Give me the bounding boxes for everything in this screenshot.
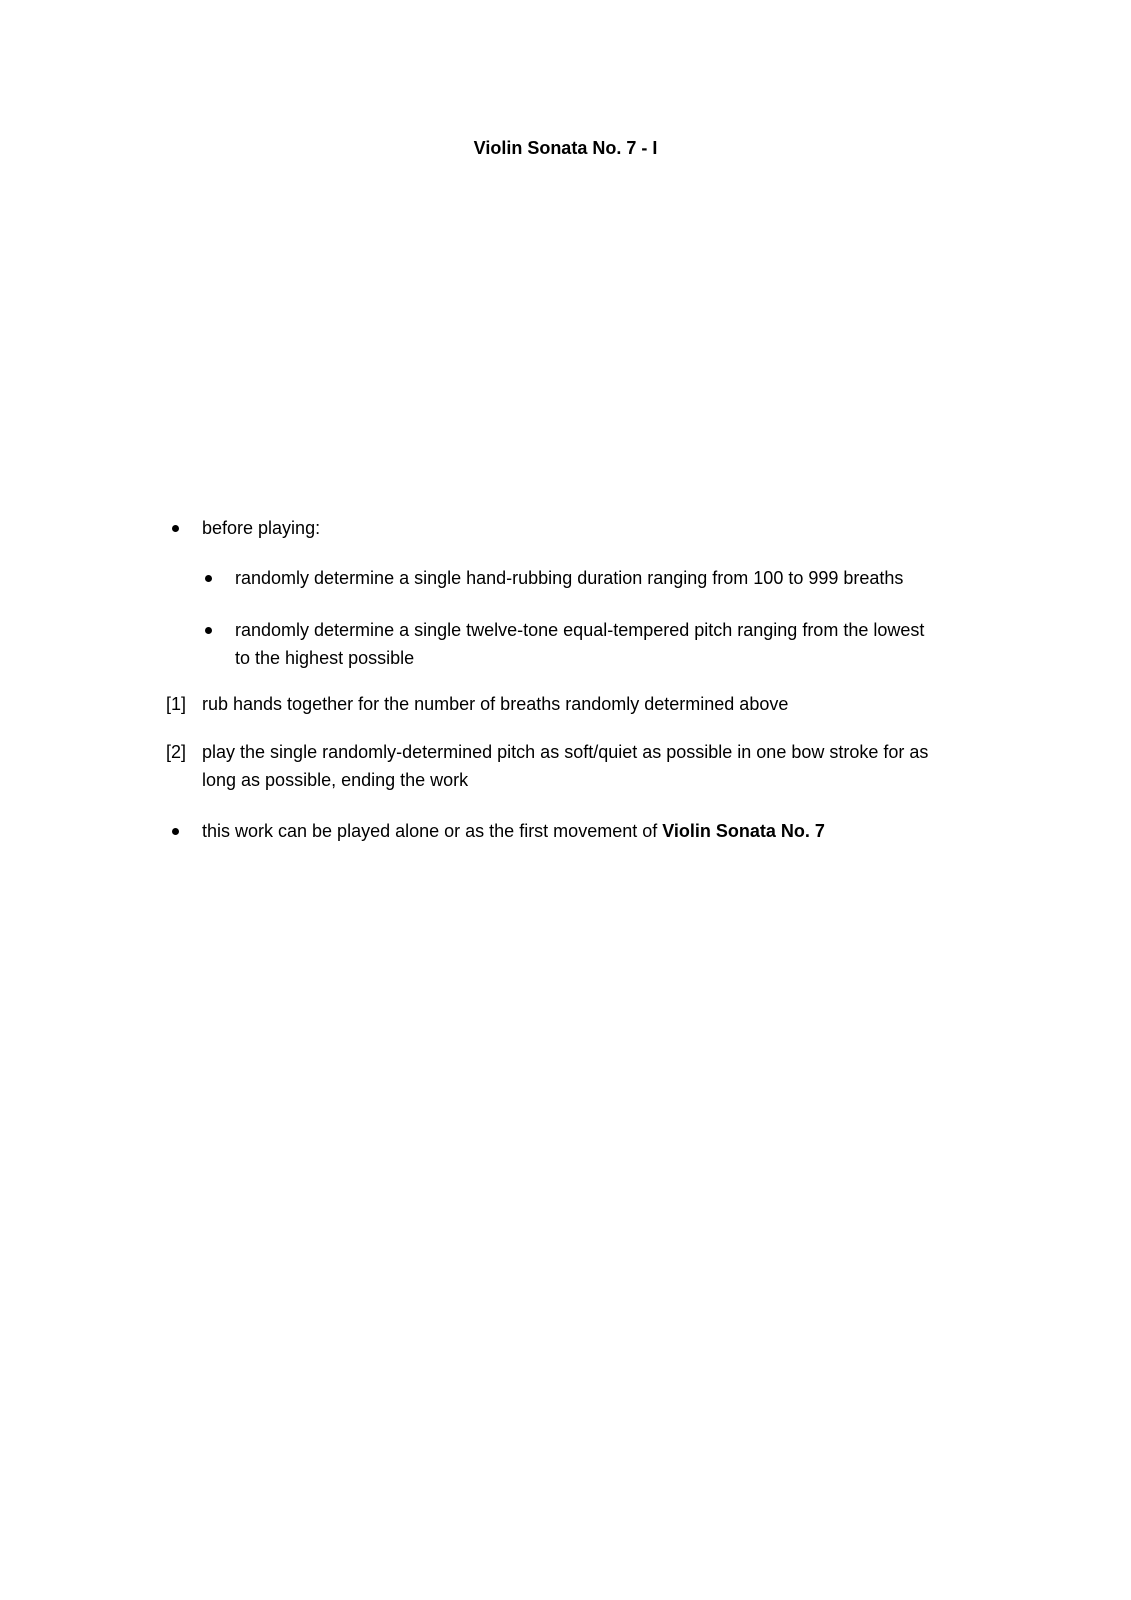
- sub-item-pitch-line-1: randomly determine a single twelve-tone equal-tempered pitch ranging from the lowest: [235, 620, 925, 640]
- performance-note-text: this work can be played alone or as the first movement of: [202, 821, 663, 841]
- sub-item-pitch-line-2: to the highest possible: [235, 648, 415, 668]
- list-item-before-playing: before playing:: [202, 518, 321, 538]
- performance-note-bold-title: Violin Sonata No. 7: [662, 821, 825, 841]
- step-marker-1: [1]: [166, 694, 187, 714]
- step-2-text-line-1: play the single randomly-determined pitch as soft/quiet as possible in one bow stroke for as: [202, 742, 929, 762]
- sub-item-duration: randomly determine a single hand-rubbing duration ranging from 100 to 999 breaths: [235, 568, 904, 588]
- step-2-text-line-2: long as possible, ending the work: [202, 770, 469, 790]
- bullet-icon: [205, 627, 212, 634]
- bullet-icon: [205, 575, 212, 582]
- list-item-performance-note: [202, 817, 825, 846]
- step-marker-2: [2]: [166, 742, 187, 762]
- bullet-icon: [172, 525, 179, 532]
- document-title: Violin Sonata No. 7 - I: [473, 138, 658, 158]
- bullet-icon: [172, 828, 179, 835]
- step-1-text: rub hands together for the number of breaths randomly determined above: [202, 694, 789, 714]
